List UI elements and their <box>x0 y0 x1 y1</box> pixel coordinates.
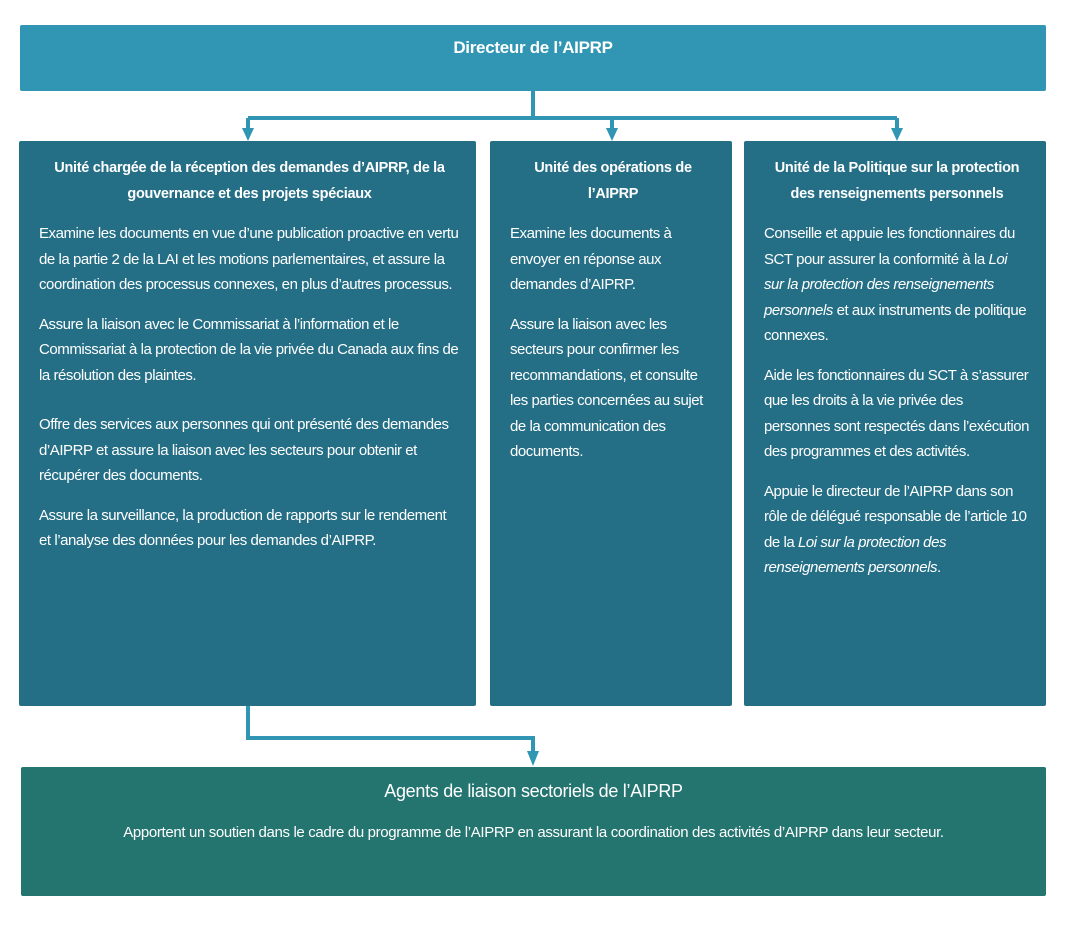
arrow-head-icon <box>891 128 903 141</box>
unit-intake-governance <box>19 141 476 706</box>
unit-paragraph: Assure la surveillance, la production de rapports sur le rendement et l’analyse des données pour les demandes d’AIPRP. <box>39 506 447 549</box>
unit-paragraph <box>764 221 1030 349</box>
director-connector <box>248 91 897 130</box>
unit-paragraph: Examine les documents à envoyer en réponse aux demandes d’AIPRP. <box>510 225 672 293</box>
unit-paragraph: Offre des services aux personnes qui ont présenté des demandes d’AIPRP et assure la liaison avec les secteurs pour obtenir et récupérer des documents. <box>39 416 449 484</box>
unit-paragraph: Assure la liaison avec le Commissariat à l’information et le Commissariat à la protection de la vie privée du Canada aux fins de la résolution des plaintes. <box>39 315 459 384</box>
unit-paragraph: Aide les fonctionnaires du SCT à s’assurer que les droits à la vie privée des personnes sont respectés dans l’exécution des programmes et des activités. <box>764 366 1030 460</box>
agents-title: Agents de liaison sectoriels de l’AIPRP <box>384 781 683 801</box>
unit-operations <box>490 141 732 706</box>
unit-title: Unité chargée de la réception des demandes d’AIPRP, de la gouvernance et des projets spéciaux <box>54 160 445 202</box>
text: . <box>937 559 941 576</box>
unit-privacy-policy <box>744 141 1046 706</box>
arrow-head-icon <box>527 751 539 766</box>
arrow-head-icon <box>606 128 618 141</box>
unit-to-agents-connector <box>248 706 533 752</box>
unit-title: Unité des opérations de l’AIPRP <box>534 160 692 202</box>
text: Conseille et appuie les fonctionnaires du SCT pour assurer la conformité à la <box>764 225 1015 268</box>
act-title: Loi sur la protection des renseignements personnels <box>764 250 1008 319</box>
unit-paragraph: Assure la liaison avec les secteurs pour confirmer les recommandations, et consulte les parties concernées au sujet de la communication des documents. <box>510 315 703 460</box>
director-title: Directeur de l’AIPRP <box>453 38 613 57</box>
director-box <box>20 25 1046 91</box>
unit-paragraph <box>764 479 1030 581</box>
agents-box <box>21 767 1046 896</box>
text: et aux instruments de politique connexes. <box>764 301 1027 344</box>
unit-paragraph: Examine les documents en vue d’une publication proactive en vertu de la partie 2 de la LAI et les motions parlementaires, et assure la coordination des processus connexes, en plus d’autres processus. <box>39 225 459 293</box>
text: Appuie le directeur de l’AIPRP dans son rôle de délégué responsable de l’article 10 de la <box>764 482 1027 551</box>
unit-title: Unité de la Politique sur la protection des renseignements personnels <box>774 160 1020 202</box>
arrow-head-icon <box>242 128 254 141</box>
act-title: Loi sur la protection des renseignements personnels <box>764 533 947 576</box>
agents-description: Apportent un soutien dans le cadre du programme de l’AIPRP en assurant la coordination des activités d’AIPRP dans leur secteur. <box>123 824 944 841</box>
